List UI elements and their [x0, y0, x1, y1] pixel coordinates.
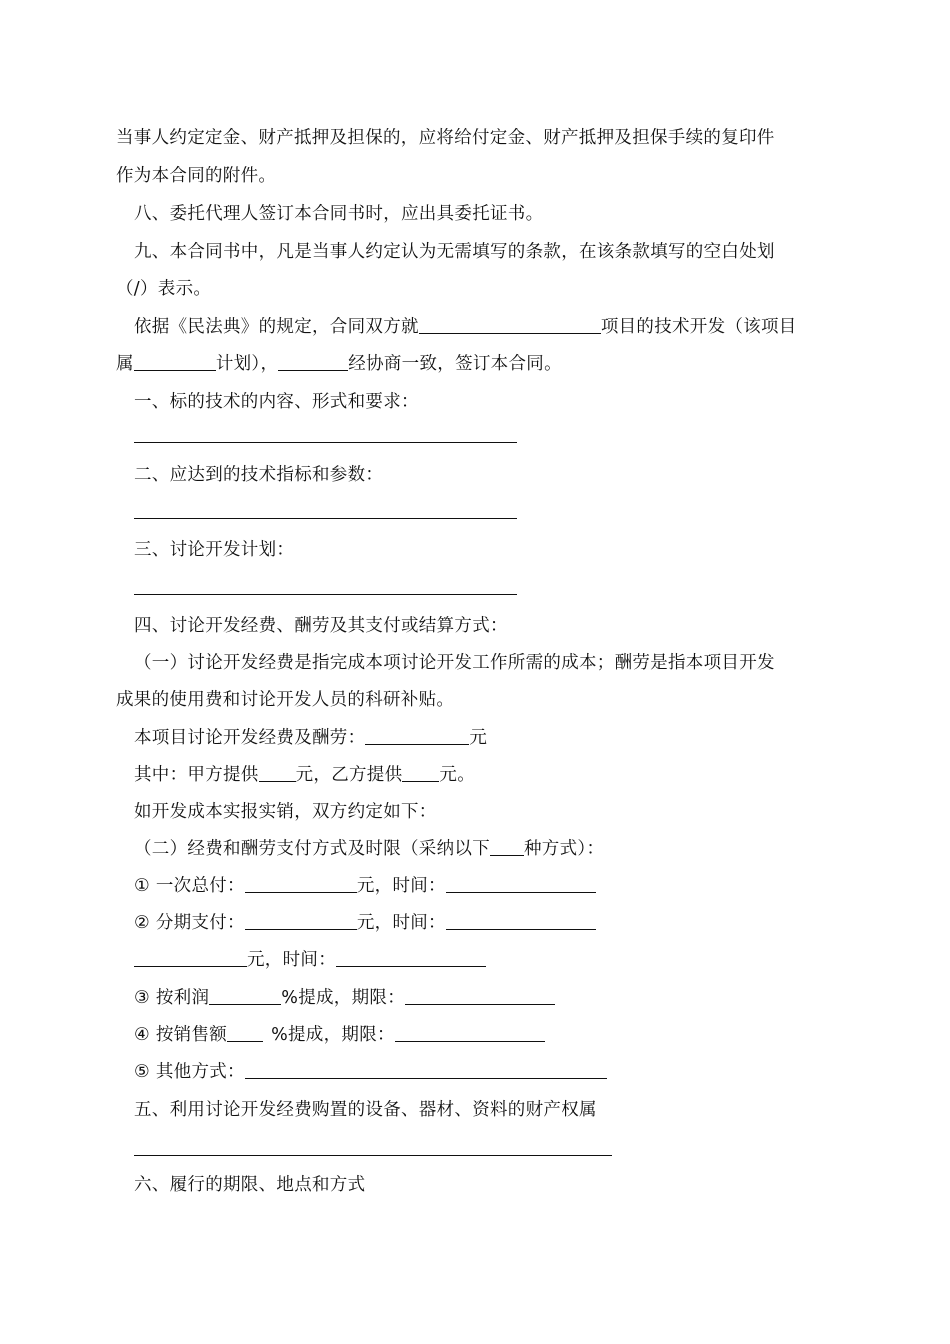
section-two-heading: 二、应达到的技术指标和参数：: [134, 465, 384, 485]
fee-split-line: 其中：甲方提供 元，乙方提供 元。: [134, 765, 476, 785]
fill-line[interactable]: [134, 594, 517, 595]
contract-basis-line: 依据《民法典》的规定，合同双方就 项目的技术开发（该项目: [134, 317, 797, 337]
amount-blank[interactable]: [134, 948, 247, 967]
fee-amount-blank[interactable]: [365, 726, 469, 745]
method-count-blank[interactable]: [490, 837, 524, 856]
section-six-heading: 六、履行的期限、地点和方式: [134, 1175, 366, 1195]
section-three-heading: 三、讨论开发计划：: [134, 540, 295, 560]
fill-line[interactable]: [134, 518, 517, 519]
time-blank[interactable]: [446, 911, 596, 930]
option-installments: ② 分期支付： 元，时间：: [134, 911, 596, 935]
paragraph-line: 作为本合同的附件。: [116, 166, 277, 186]
period-blank[interactable]: [395, 1023, 545, 1042]
fill-line[interactable]: [134, 442, 517, 443]
option-profit-share: ③ 按利润 %提成，期限：: [134, 986, 555, 1010]
time-blank[interactable]: [336, 948, 486, 967]
paragraph-line: 如开发成本实报实销，双方约定如下：: [134, 802, 437, 822]
option-other: ⑤ 其他方式：: [134, 1060, 607, 1084]
period-blank[interactable]: [405, 986, 555, 1005]
section-four-heading: 四、讨论开发经费、酬劳及其支付或结算方式：: [134, 616, 508, 636]
amount-blank[interactable]: [245, 911, 357, 930]
clause-eight: 八、委托代理人签订本合同书时，应出具委托证书。: [134, 204, 544, 224]
section-one-heading: 一、标的技术的内容、形式和要求：: [134, 392, 419, 412]
party-a-amount-blank[interactable]: [259, 763, 296, 782]
section-five-heading: 五、利用讨论开发经费购置的设备、器材、资料的财产权属: [134, 1100, 597, 1120]
fill-line[interactable]: [134, 1155, 612, 1156]
project-name-blank[interactable]: [419, 315, 601, 334]
plan-name-blank[interactable]: [134, 352, 216, 371]
option-sales-share: ④ 按销售额 %提成，期限：: [134, 1023, 545, 1047]
contract-basis-line-2: 属 计划）， 经协商一致，签订本合同。: [116, 354, 562, 374]
paragraph-line: （一）讨论开发经费是指完成本项讨论开发工作所需的成本；酬劳是指本项目开发: [134, 653, 775, 673]
amount-blank[interactable]: [245, 874, 357, 893]
option-lump-sum: ① 一次总付： 元，时间：: [134, 874, 596, 898]
payment-method-line: （二）经费和酬劳支付方式及时限（采纳以下 种方式）：: [134, 839, 605, 859]
paragraph-line: 成果的使用费和讨论开发人员的科研补贴。: [116, 690, 455, 710]
clause-nine: 九、本合同书中，凡是当事人约定认为无需填写的条款，在该条款填写的空白处划: [134, 242, 775, 262]
percent-blank[interactable]: [209, 986, 281, 1005]
paragraph-line: 当事人约定定金、财产抵押及担保的，应将给付定金、财产抵押及担保手续的复印件: [116, 128, 775, 148]
percent-blank[interactable]: [227, 1023, 263, 1042]
time-blank[interactable]: [446, 874, 596, 893]
other-method-blank[interactable]: [245, 1060, 607, 1079]
option-installments-cont: 元，时间：: [134, 948, 486, 972]
party-b-amount-blank[interactable]: [402, 763, 439, 782]
paragraph-line: （/）表示。: [116, 279, 212, 299]
party-blank[interactable]: [278, 352, 348, 371]
fee-total-line: 本项目讨论开发经费及酬劳： 元: [134, 728, 488, 748]
